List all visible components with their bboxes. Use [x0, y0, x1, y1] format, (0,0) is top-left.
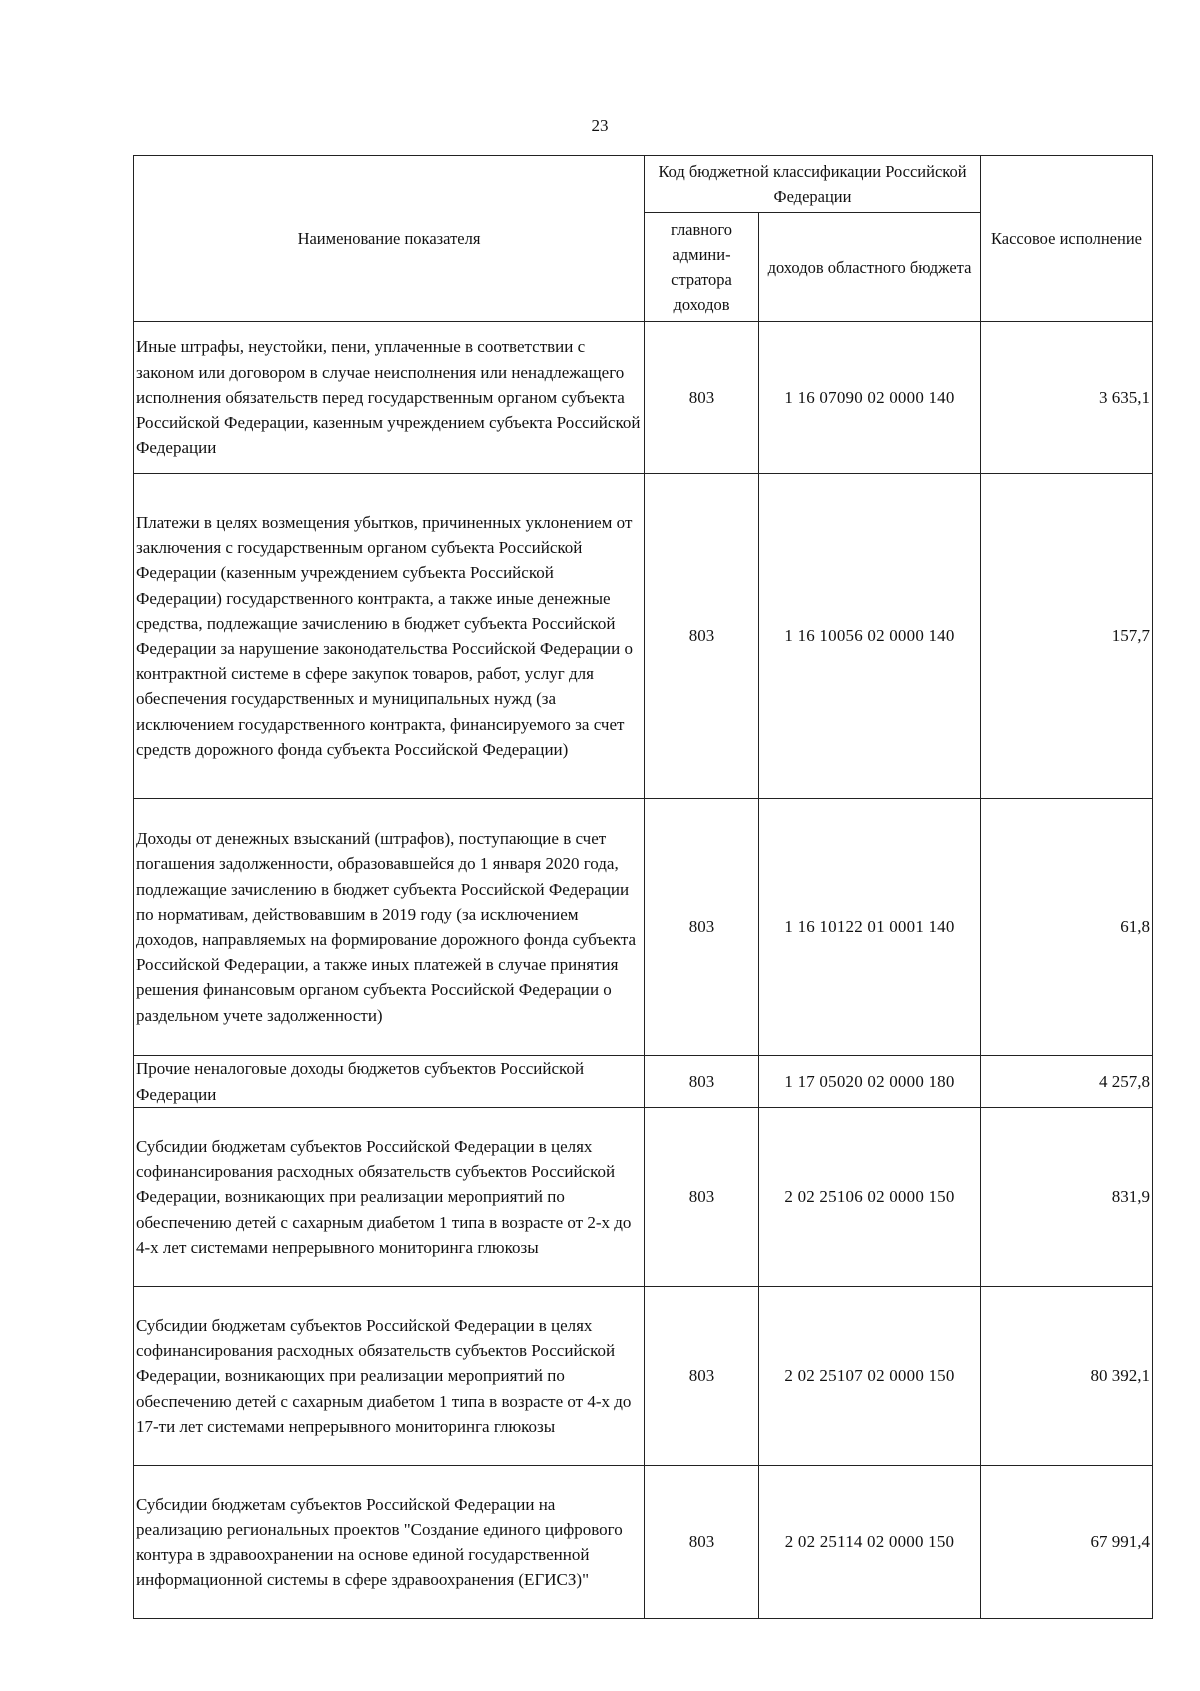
row-name: Субсидии бюджетам субъектов Российской Федерации в целях софинансирования расходных обязательств субъектов Российской Федерации, возникающих при реализации мероприятий по обеспечению детей с сахарным диабетом 1 типа в возрасте от 4-х до 17-ти лет системами непрерывного мониторинга глюкозы — [134, 1287, 645, 1466]
row-admin-code: 803 — [645, 322, 759, 474]
row-admin-code: 803 — [645, 1466, 759, 1619]
row-income-code: 1 17 05020 02 0000 180 — [759, 1056, 981, 1108]
table-row — [134, 474, 1153, 799]
header-admin: главного админи- стратора доходов — [645, 213, 759, 322]
table-row — [134, 1056, 1153, 1108]
page-number: 23 — [591, 116, 609, 135]
row-amount: 831,9 — [981, 1108, 1153, 1287]
header-income-code: доходов областного бюджета — [759, 213, 981, 322]
row-admin-code: 803 — [645, 799, 759, 1056]
row-income-code: 1 16 10056 02 0000 140 — [759, 474, 981, 799]
row-income-code: 2 02 25107 02 0000 150 — [759, 1287, 981, 1466]
table-row — [134, 322, 1153, 474]
row-amount: 80 392,1 — [981, 1287, 1153, 1466]
header-name: Наименование показателя — [134, 156, 645, 322]
row-admin-code: 803 — [645, 1056, 759, 1108]
row-name: Субсидии бюджетам субъектов Российской Федерации в целях софинансирования расходных обязательств субъектов Российской Федерации, возникающих при реализации мероприятий по обеспечению детей с сахарным диабетом 1 типа в возрасте от 2-х до 4-х лет системами непрерывного мониторинга глюкозы — [134, 1108, 645, 1287]
row-income-code: 2 02 25106 02 0000 150 — [759, 1108, 981, 1287]
table-row — [134, 799, 1153, 1056]
table-row — [134, 1108, 1153, 1287]
row-amount: 157,7 — [981, 474, 1153, 799]
header-code-group: Код бюджетной классификации Российской Федерации — [645, 156, 981, 213]
row-name: Платежи в целях возмещения убытков, причиненных уклонением от заключения с государственным органом субъекта Российской Федерации (казенным учреждением субъекта Российской Федерации) государственного контракта, а также иные денежные средства, подлежащие зачислению в бюджет субъекта Российской Федерации за нарушение законодательства Российской Федерации о контрактной системе в сфере закупок товаров, работ, услуг для обеспечения государственных и муниципальных нужд (за исключением государственного контракта, финансируемого за счет средств дорожного фонда субъекта Российской Федерации) — [134, 474, 645, 799]
row-amount: 4 257,8 — [981, 1056, 1153, 1108]
row-admin-code: 803 — [645, 1287, 759, 1466]
row-name: Доходы от денежных взысканий (штрафов), поступающие в счет погашения задолженности, образовавшейся до 1 января 2020 года, подлежащие зачислению в бюджет субъекта Российской Федерации по нормативам, действовавшим в 2019 году (за исключением доходов, направляемых на формирование дорожного фонда субъекта Российской Федерации, а также иных платежей в случае принятия решения финансовым органом субъекта Российской Федерации о раздельном учете задолженности) — [134, 799, 645, 1056]
row-name: Иные штрафы, неустойки, пени, уплаченные в соответствии с законом или договором в случае неисполнения или ненадлежащего исполнения обязательств перед государственным органом субъекта Российской Федерации, казенным учреждением субъекта Российской Федерации — [134, 322, 645, 474]
table-row — [134, 1466, 1153, 1619]
row-income-code: 1 16 10122 01 0001 140 — [759, 799, 981, 1056]
row-amount: 61,8 — [981, 799, 1153, 1056]
row-income-code: 1 16 07090 02 0000 140 — [759, 322, 981, 474]
header-amount: Кассовое исполнение — [981, 156, 1153, 322]
row-income-code: 2 02 25114 02 0000 150 — [759, 1466, 981, 1619]
budget-revenue-table — [133, 155, 1153, 1619]
row-name: Прочие неналоговые доходы бюджетов субъектов Российской Федерации — [134, 1056, 645, 1108]
row-admin-code: 803 — [645, 1108, 759, 1287]
row-admin-code: 803 — [645, 474, 759, 799]
table-row — [134, 1287, 1153, 1466]
row-amount: 67 991,4 — [981, 1466, 1153, 1619]
row-name: Субсидии бюджетам субъектов Российской Федерации на реализацию региональных проектов "Создание единого цифрового контура в здравоохранении на основе единой государственной информационной системы в сфере здравоохранения (ЕГИСЗ)" — [134, 1466, 645, 1619]
row-amount: 3 635,1 — [981, 322, 1153, 474]
